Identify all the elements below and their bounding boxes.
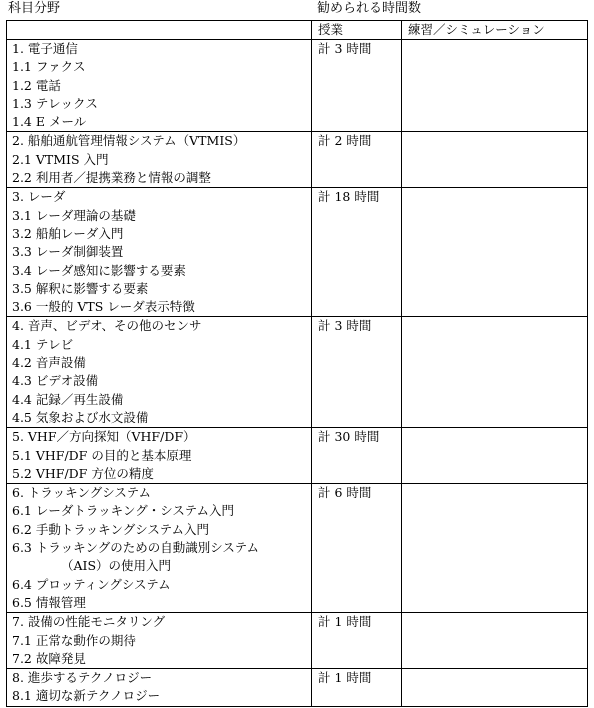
subsection-item: 4.4 記録／再生設備 [12, 391, 124, 407]
lecture-hours: 計 3 時間 [318, 41, 372, 56]
practice-hours-cell [402, 428, 588, 484]
subject-cell [7, 40, 312, 132]
section-title: 4. 音声、ビデオ、その他のセンサ [12, 318, 202, 334]
subject-cell [7, 484, 312, 613]
lecture-hours-cell [312, 40, 402, 132]
subsection-item: 6.5 情報管理 [12, 594, 86, 610]
subject-cell [7, 428, 312, 484]
subsection-item: 3.4 レーダ感知に影響する要素 [12, 262, 186, 278]
lecture-hours: 計 18 時間 [318, 189, 380, 205]
subsection-item: 6.4 プロッティングシステム [12, 576, 171, 592]
subsection-item: 6.3 トラッキングのための自動識別システム [12, 540, 259, 556]
subsection-item: 6.2 手動トラッキングシステム入門 [12, 521, 209, 537]
subsection-item: 1.3 テレックス [12, 95, 98, 111]
subsection-item: 7.1 正常な動作の期待 [12, 632, 136, 648]
table-row [7, 484, 588, 613]
curriculum-table [6, 20, 588, 707]
subsection-item: 3.5 解釈に影響する要素 [12, 280, 149, 296]
section-title: 1. 電子通信 [12, 41, 78, 56]
table-row [7, 669, 588, 707]
subject-cell [7, 188, 312, 317]
practice-hours [402, 613, 587, 631]
table-row [7, 188, 588, 317]
subject-area-header: 科目分野 [8, 1, 61, 16]
section-title: 2. 船舶通航管理情報システム（VTMIS） [12, 133, 246, 149]
practice-hours-cell [402, 317, 588, 428]
practice-hours [402, 428, 587, 446]
practice-hours [402, 669, 587, 687]
subsection-item: 8.1 適切な新テクノロジー [12, 688, 161, 704]
table-row [7, 428, 588, 484]
section-title: 7. 設備の性能モニタリング [12, 614, 166, 630]
practice-hours [402, 132, 587, 150]
subsection-item: 7.2 故障発見 [12, 650, 86, 666]
table-header-row [7, 21, 588, 40]
table-row [7, 613, 588, 669]
section-title: 6. トラッキングシステム [12, 485, 152, 501]
lecture-hours: 計 30 時間 [318, 429, 380, 445]
subsection-item: 2.1 VTMIS 入門 [12, 151, 109, 167]
subsection-item: 5.2 VHF/DF 方位の精度 [12, 465, 154, 481]
practice-hours-cell [402, 613, 588, 669]
subsection-item: 5.1 VHF/DF の目的と基本原理 [12, 447, 192, 463]
subsection-item: 3.6 一般的 VTS レーダ表示特徴 [12, 299, 195, 315]
subject-cell [7, 669, 312, 707]
practice-hours-cell [402, 40, 588, 132]
subsection-item: 1.1 ファクス [12, 59, 86, 75]
subsection-item: 3.2 船舶レーダ入門 [12, 225, 124, 241]
subsection-item: 4.3 ビデオ設備 [12, 373, 99, 389]
subsection-item: 3.1 レーダ理論の基礎 [12, 207, 136, 223]
subsection-item: 1.2 電話 [12, 77, 61, 93]
section-title: 8. 進歩するテクノロジー [12, 670, 153, 686]
subsection-item: 3.3 レーダ制御装置 [12, 244, 124, 260]
subsection-item: 2.2 利用者／提携業務と情報の調整 [12, 170, 211, 186]
lecture-hours-cell [312, 669, 402, 707]
lecture-hours-cell [312, 428, 402, 484]
table-row [7, 40, 588, 132]
practice-hours-cell [402, 484, 588, 613]
section-title: 5. VHF／方向探知（VHF/DF） [12, 429, 196, 445]
practice-hours [402, 317, 587, 335]
practice-header: 練習／シミュレーション [408, 22, 545, 37]
lecture-hours-cell [312, 484, 402, 613]
subject-cell [7, 317, 312, 428]
lecture-hours-cell [312, 613, 402, 669]
recommended-time-header: 勧められる時間数 [317, 1, 422, 16]
subsection-item: 4.2 音声設備 [12, 355, 86, 371]
lecture-header: 授業 [318, 22, 344, 37]
practice-hours-cell [402, 669, 588, 707]
lecture-hours: 計 1 時間 [318, 670, 372, 686]
subsection-item: （AIS）の使用入門 [61, 558, 172, 574]
header-blank-cell [7, 21, 312, 40]
table-row [7, 132, 588, 188]
table-row [7, 317, 588, 428]
lecture-hours: 計 6 時間 [318, 485, 372, 501]
lecture-hours: 計 1 時間 [318, 614, 372, 630]
practice-header-cell [402, 21, 588, 40]
section-title: 3. レーダ [12, 189, 66, 205]
subsection-item: 6.1 レーダトラッキング・システム入門 [12, 503, 234, 519]
lecture-header-cell [312, 21, 402, 40]
lecture-hours-cell [312, 132, 402, 188]
lecture-hours: 計 2 時間 [318, 133, 372, 149]
lecture-hours: 計 3 時間 [318, 318, 372, 334]
subsection-item: 1.4 E メール [12, 114, 87, 130]
practice-hours-cell [402, 188, 588, 317]
practice-hours [402, 188, 587, 206]
practice-hours-cell [402, 132, 588, 188]
subsection-item: 4.5 気象および水文設備 [12, 409, 149, 425]
subsection-item: 4.1 テレビ [12, 336, 74, 352]
lecture-hours-cell [312, 317, 402, 428]
practice-hours [402, 40, 587, 58]
lecture-hours-cell [312, 188, 402, 317]
subject-cell [7, 613, 312, 669]
subject-cell [7, 132, 312, 188]
practice-hours [402, 484, 587, 502]
